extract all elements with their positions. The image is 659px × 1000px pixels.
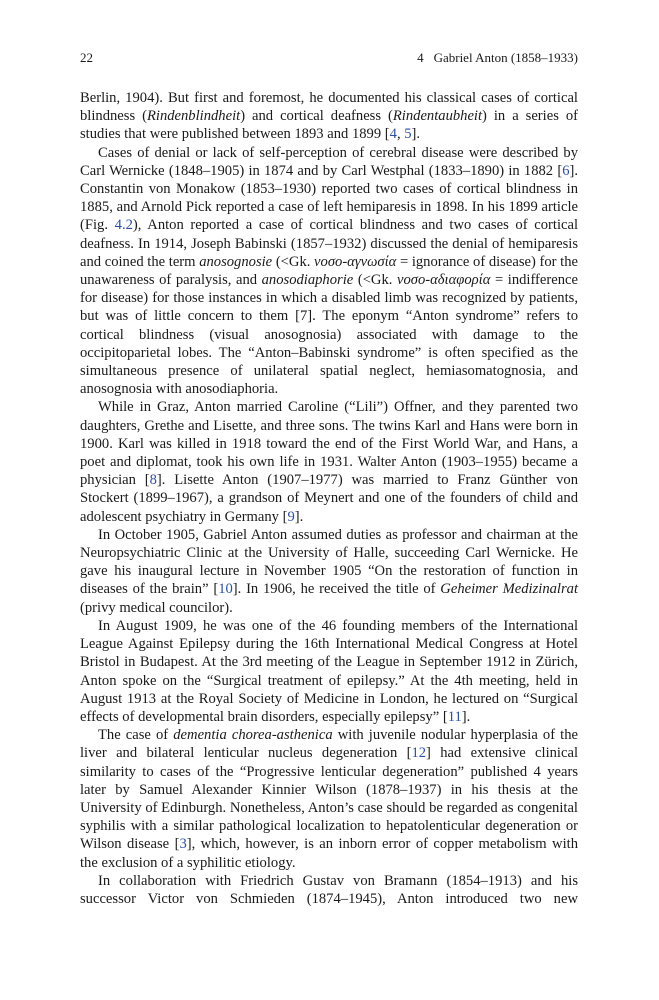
text-run: While in Graz, Anton married Caroline (“Lili”) Offner, and they parented two daughters, Grethe and Lisette, and three sons. The twins Karl and Hans were born in 1900. Karl was killed in 1918 toward the end of the First World War, and Hans, a poet and diplomat, took his own life in 1931. Walter Anton (1903–1955) became a physician [: [80, 399, 578, 489]
text-run: ]. Constantin von Monakow (1853–1930) reported two cases of cortical blindness in 1885, and Arnold Pick reported a case of left hemiparesis in 1898. In his 1899 article (Fig.: [80, 162, 578, 234]
reference-link[interactable]: 5: [404, 126, 412, 143]
text-run: ]. In 1906, he received the title of: [232, 581, 441, 598]
paragraph: [80, 144, 578, 399]
reference-link[interactable]: 4.2: [114, 217, 133, 234]
text-run: The case of: [98, 727, 174, 744]
chapter-heading: [417, 49, 578, 67]
text-run: ].: [461, 708, 471, 725]
chapter-title: Gabriel Anton (1858–1933): [433, 50, 578, 65]
reference-link[interactable]: 11: [447, 708, 462, 725]
reference-link[interactable]: 9: [287, 508, 295, 525]
text-run: In October 1905, Gabriel Anton assumed duties as professor and chairman at the Neuropsychiatric Clinic at the University of Halle, succeeding Carl Wernicke. He gave his inaugural lecture in November 1905 “On the restoration of function in diseases of the brain” [: [80, 526, 578, 598]
text-run: ].: [294, 508, 304, 525]
reference-link[interactable]: 10: [218, 581, 233, 598]
chapter-number: 4: [417, 50, 424, 65]
italic-term: νοσο-αγνωσία: [314, 253, 397, 270]
paragraph: [80, 89, 578, 144]
text-run: (<Gk.: [353, 272, 397, 289]
text-run: (<Gk.: [272, 253, 315, 270]
italic-term: Rindenblindheit: [146, 108, 241, 125]
italic-term: νοσο-αδιαφορία: [396, 272, 491, 289]
paragraph: [80, 872, 578, 908]
text-run: = ignorance of disease) for the unawareness of paralysis, and: [80, 253, 578, 289]
text-run: ]. Lisette Anton (1907–1977) was married to Franz Günther von Stockert (1899–1967), a grandson of Meynert and one of the founders of child and adolescent psychiatry in Germany [: [80, 472, 578, 525]
reference-link[interactable]: 6: [562, 162, 570, 179]
italic-term: anosodiaphorie: [261, 272, 354, 289]
paragraph: [80, 617, 578, 726]
italic-term: anosognosie: [199, 253, 273, 270]
body-text: [80, 89, 578, 908]
text-run: In August 1909, he was one of the 46 founding members of the International League Against Epilepsy during the 16th International Medical Congress at Hotel Bristol in Budapest. At the 3rd meeting of the League in September 1912 in Zürich, Anton spoke on the “Surgical treatment of epilepsy.” At the 4th meeting, held in August 1913 at the Royal Society of Medicine in London, he lectured on “Surgical effects of developmental brain disorders, especially epilepsy” [: [80, 617, 578, 725]
paragraph: [80, 526, 578, 617]
paragraph: [80, 398, 578, 525]
italic-term: Geheimer Medizinalrat: [440, 581, 579, 598]
text-run: (privy medical councilor).: [80, 599, 233, 616]
text-run: ,: [396, 126, 405, 143]
text-run: In collaboration with Friedrich Gustav von Bramann (1854–1913) and his successor Victor von Schmieden (1874–1945), Anton introduced two new: [80, 872, 578, 907]
reference-link[interactable]: 3: [179, 836, 187, 853]
paragraph: [80, 726, 578, 872]
italic-term: dementia chorea-asthenica: [173, 727, 333, 744]
text-run: ] had extensive clinical similarity to cases of the “Progressive lenticular degeneration” published 4 years later by Samuel Alexander Kinnier Wilson (1878–1937) in his thesis at the University of Edinburgh. Nonetheless, Anton’s case should be regarded as congenital syphilis with a similar pathological localization to hepatolenticular degeneration or Wilson disease [: [80, 745, 578, 853]
text-run: ), Anton reported a case of cortical blindness and two cases of cortical deafness. In 1914, Joseph Babinski (1857–1932) discussed the denial of hemiparesis and coined the term: [80, 217, 579, 270]
italic-term: Rindentaubheit: [392, 108, 483, 125]
text-run: = indifference for disease) for those instances in which a disabled limb was recognized by patients, but was of little concern to them [7]. The eponym “Anton syndrome” refers to cortical blindness (visual anosognosia) associated with damage to the occipitoparietal lobes. The “Anton–Babinski syndrome” is often specified as the simultaneous presence of unilateral spatial neglect, hemiasomatognosia, and anosognosia with anosodiaphoria.: [80, 272, 578, 398]
reference-link[interactable]: 8: [149, 472, 157, 489]
text-run: ) in a series of studies that were published between 1893 and 1899 [: [80, 108, 578, 143]
text-run: ) and cortical deafness (: [240, 108, 393, 125]
page-number: 22: [80, 50, 93, 65]
reference-link[interactable]: 4: [389, 126, 397, 143]
reference-link[interactable]: 12: [411, 745, 427, 762]
text-run: with juvenile nodular hyperplasia of the liver and bilateral lenticular nucleus degeneration [: [80, 727, 578, 762]
text-run: Cases of denial or lack of self-perception of cerebral disease were described by Carl Wernicke (1848–1905) in 1874 and by Carl Westphal (1833–1890) in 1882 [: [80, 144, 578, 179]
text-run: ], which, however, is an inborn error of copper metabolism with the exclusion of a syphilitic etiology.: [80, 836, 579, 871]
text-run: ].: [411, 126, 421, 143]
text-run: Berlin, 1904). But first and foremost, he documented his classical cases of cortical blindness (: [80, 90, 578, 125]
